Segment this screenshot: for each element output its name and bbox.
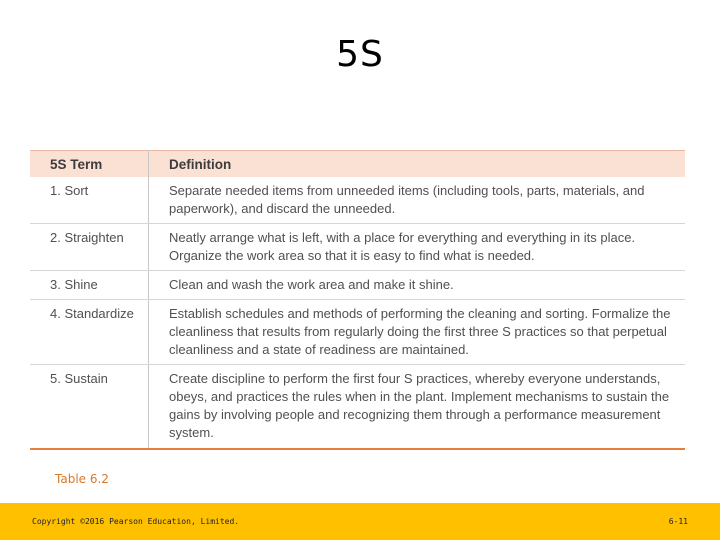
slide-title: 5S bbox=[336, 34, 384, 75]
footer-bar bbox=[0, 503, 720, 540]
term-cell: 3. Shine bbox=[30, 271, 149, 300]
header-definition: Definition bbox=[149, 151, 686, 178]
table-caption: Table 6.2 bbox=[55, 472, 109, 486]
table-row bbox=[30, 365, 685, 450]
copyright-text: Copyright ©2016 Pearson Education, Limited. bbox=[32, 517, 240, 526]
header-5s-term: 5S Term bbox=[30, 151, 149, 178]
table-row bbox=[30, 300, 685, 365]
definition-cell: Establish schedules and methods of performing the cleaning and sorting. Formalize the cleanliness that results from regularly doing the first three S practices so that perpetual cleanliness and a state of readiness are maintained. bbox=[149, 300, 686, 365]
term-cell: 4. Standardize bbox=[30, 300, 149, 365]
page-number: 6-11 bbox=[668, 517, 688, 526]
definition-cell: Neatly arrange what is left, with a place for everything and everything in its place. Organize the work area so that it is easy to find what is needed. bbox=[149, 224, 686, 271]
term-cell: 2. Straighten bbox=[30, 224, 149, 271]
definition-cell: Separate needed items from unneeded items (including tools, parts, materials, and paperwork), and discard the unneeded. bbox=[149, 177, 686, 224]
definition-cell: Clean and wash the work area and make it shine. bbox=[149, 271, 686, 300]
term-cell: 5. Sustain bbox=[30, 365, 149, 450]
definition-cell: Create discipline to perform the first four S practices, whereby everyone understands, obeys, and practices the rules when in the plant. Implement mechanisms to sustain the gains by involving people and recognizing them through a performance measurement system. bbox=[149, 365, 686, 450]
table-header-row bbox=[30, 151, 685, 178]
table-row bbox=[30, 271, 685, 300]
term-cell: 1. Sort bbox=[30, 177, 149, 224]
definition-table bbox=[30, 150, 685, 450]
table-row bbox=[30, 224, 685, 271]
table-5s bbox=[30, 150, 685, 450]
table-row bbox=[30, 177, 685, 224]
